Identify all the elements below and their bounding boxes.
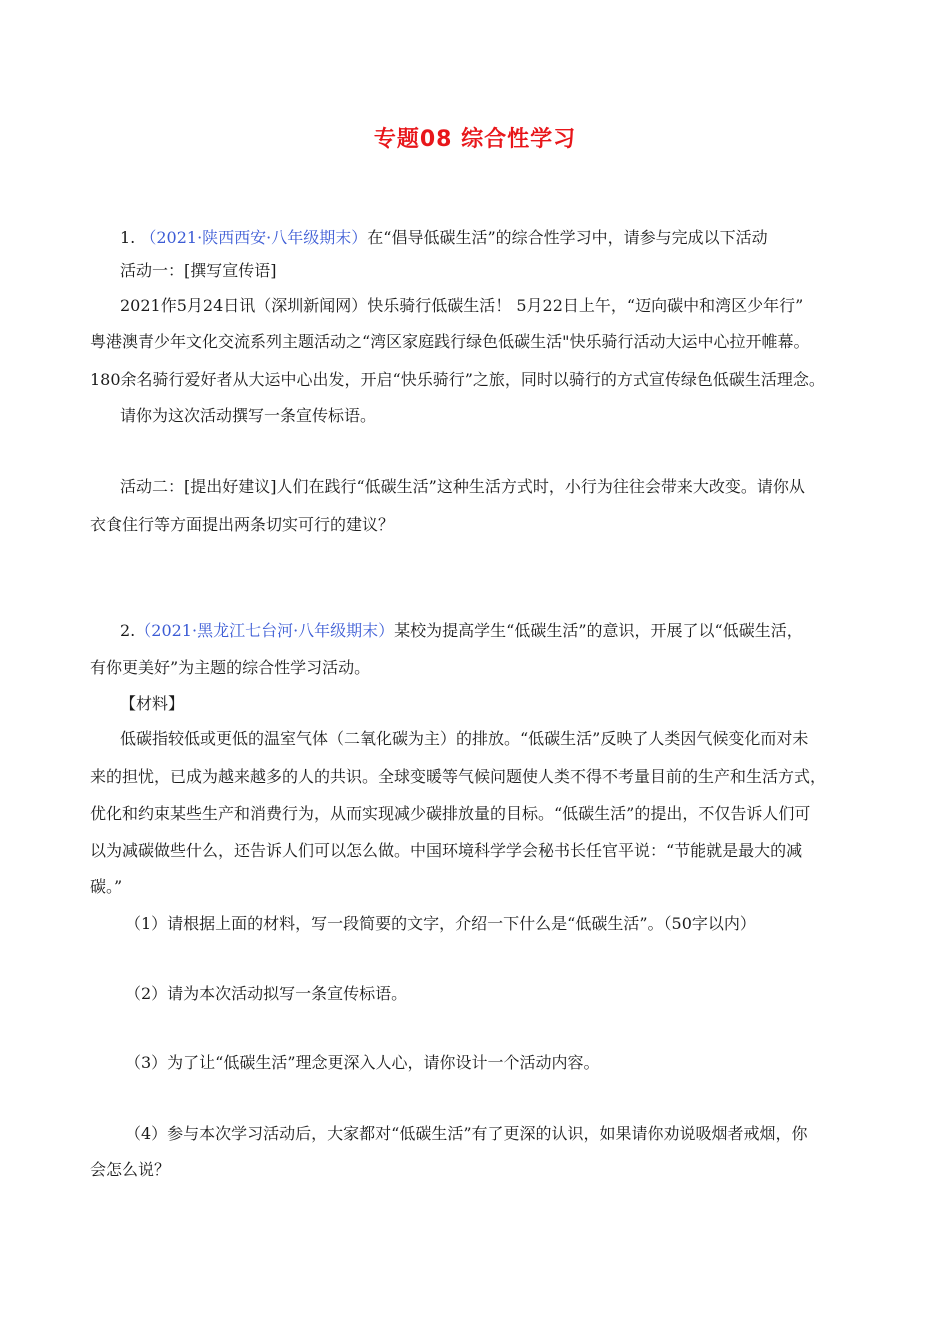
q2-sub1: （1）请根据上面的材料，写一段简要的文字，介绍一下什么是“低碳生活”。（50字以内）: [125, 914, 756, 933]
q1-para1-line1: 2021作5月24日讯（深圳新闻网）快乐骑行低碳生活！ 5月22日上午，“迈向碳中和湾区少年行”: [120, 296, 804, 315]
q2-stem-line1: [120, 620, 900, 642]
q1-task1: 请你为这次活动撰写一条宣传标语。: [120, 406, 377, 425]
q2-material-line1: 低碳指较低或更低的温室气体（二氧化碳为主）的排放。“低碳生活”反映了人类因气候变化而对未: [120, 729, 809, 748]
q1-stem-line: [120, 227, 900, 249]
q2-material-line2: 来的担忧，已成为越来越多的人的共识。全球变暖等气候问题使人类不得不考量目前的生产和生活方式，: [90, 767, 827, 786]
q1-stem: 在“倡导低碳生活”的综合性学习中，请参与完成以下活动: [367, 228, 768, 247]
q2-sub4-line1: （4）参与本次学习活动后，大家都对“低碳生活”有了更深的认识，如果请你劝说吸烟者戒烟，你: [125, 1124, 808, 1143]
q2-sub4-line2: 会怎么说？: [90, 1160, 171, 1179]
q2-material-heading: 【材料】: [120, 694, 185, 713]
q1-source: （2021·陕西西安·八年级期末）: [140, 228, 368, 247]
q2-source: （2021·黑龙江七台河·八年级期末）: [135, 621, 395, 640]
q1-number: 1.: [120, 228, 136, 247]
q1-activity2-line1: 活动二：[提出好建议]人们在践行“低碳生活”这种生活方式时，小行为往往会带来大改变。请你从: [120, 477, 805, 496]
q2-stem: 某校为提高学生“低碳生活”的意识，开展了以“低碳生活，: [394, 621, 803, 640]
q2-sub2: （2）请为本次活动拟写一条宣传标语。: [125, 984, 408, 1003]
q1-activity2-line2: 衣食住行等方面提出两条切实可行的建议？: [90, 515, 395, 534]
q2-stem-line2: 有你更美好”为主题的综合性学习活动。: [90, 658, 371, 677]
q1-activity1-heading: 活动一：[撰写宣传语]: [120, 261, 277, 280]
q2-material-line3: 优化和约束某些生产和消费行为，从而实现减少碳排放量的目标。“低碳生活”的提出，不仅告诉人们可: [90, 804, 811, 823]
q2-material-line5: 碳。”: [90, 877, 123, 896]
q1-para1-line2: 粤港澳青少年文化交流系列主题活动之“湾区家庭践行绿色低碳生活"快乐骑行活动大运中心拉开帷幕。: [90, 332, 810, 351]
q2-number: 2.: [120, 621, 136, 640]
q2-material-line4: 以为减碳做些什么，还告诉人们可以怎么做。中国环境科学学会秘书长任官平说：“节能就是最大的减: [90, 841, 803, 860]
q2-sub3: （3）为了让“低碳生活”理念更深入人心，请你设计一个活动内容。: [125, 1053, 600, 1072]
q1-para1-line3: 180余名骑行爱好者从大运中心出发，开启“快乐骑行”之旅，同时以骑行的方式宣传绿色低碳生活理念。: [90, 370, 825, 389]
page-title: 专题08 综合性学习: [373, 127, 577, 152]
